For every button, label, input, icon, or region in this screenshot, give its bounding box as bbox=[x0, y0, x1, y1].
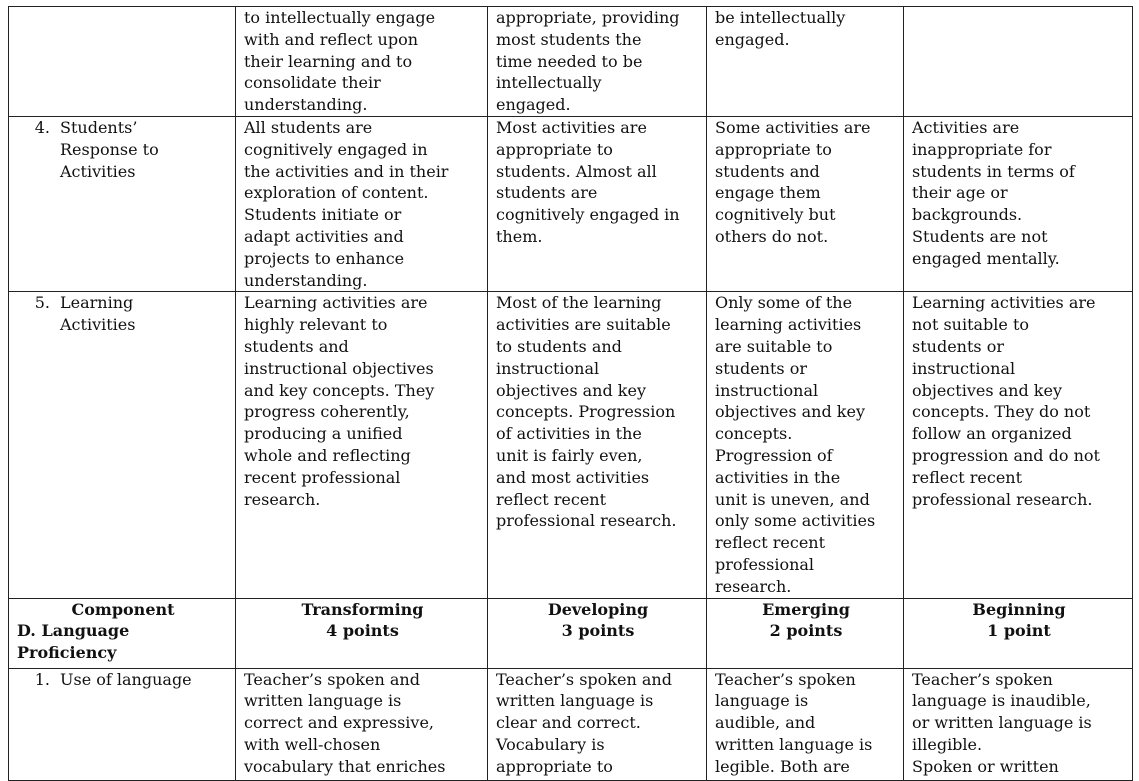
table-row-students-response bbox=[9, 117, 1133, 292]
transforming-cell: to intellectually engage with and reflect upon their learning and to consolidate their understanding. bbox=[236, 7, 488, 117]
criterion-cell-empty bbox=[9, 7, 236, 117]
level-name: Beginning bbox=[972, 599, 1066, 619]
table-row-top-continued bbox=[9, 7, 1133, 117]
level-points: 1 point bbox=[987, 621, 1051, 641]
emerging-cell: be intellectually engaged. bbox=[707, 7, 904, 117]
transforming-cell: Learning activities are highly relevant to students and instructional objectives and key concepts. They progress coherently, producing a unified whole and reflecting recent professional research. bbox=[236, 292, 488, 598]
level-points: 3 points bbox=[561, 621, 635, 641]
beginning-cell bbox=[904, 7, 1133, 117]
table-header-row bbox=[9, 598, 1133, 668]
table-row-learning-activities bbox=[9, 292, 1133, 598]
criterion-label: Use of language bbox=[60, 669, 192, 689]
beginning-cell: Learning activities are not suitable to students or instructional objectives and key concepts. They do not follow an organized progression and do not reflect recent professional research. bbox=[904, 292, 1133, 598]
level-header-emerging bbox=[707, 598, 904, 668]
transforming-cell: Teacher’s spoken and written language is correct and expressive, with well-chosen vocabulary that enriches bbox=[236, 668, 488, 780]
emerging-cell: Only some of the learning activities are suitable to students or instructional objectives and key concepts. Progression of activities in the unit is uneven, and only some activities reflect recent professional research. bbox=[707, 292, 904, 598]
component-header-cell bbox=[9, 598, 236, 668]
level-header-transforming bbox=[236, 598, 488, 668]
criterion-cell bbox=[9, 292, 236, 598]
component-label: Component bbox=[71, 599, 175, 619]
criterion-number: 4. bbox=[34, 118, 50, 137]
criterion-label: Students’ Response to Activities bbox=[60, 118, 159, 181]
table-row-use-of-language bbox=[9, 668, 1133, 780]
level-points: 4 points bbox=[326, 621, 399, 641]
beginning-cell: Teacher’s spoken language is inaudible, or written language is illegible. Spoken or written bbox=[904, 668, 1133, 780]
level-header-developing bbox=[488, 598, 707, 668]
criterion-cell bbox=[9, 668, 236, 780]
criterion-number: 5. bbox=[34, 293, 50, 313]
developing-cell: appropriate, providing most students the time needed to be intellectually engaged. bbox=[488, 7, 707, 117]
developing-cell: Most activities are appropriate to students. Almost all students are cognitively engaged in them. bbox=[488, 117, 707, 292]
section-label: D. Language Proficiency bbox=[17, 621, 130, 663]
developing-cell: Teacher’s spoken and written language is clear and correct. Vocabulary is appropriate to bbox=[488, 668, 707, 780]
criterion-cell bbox=[9, 117, 236, 292]
emerging-cell: Teacher’s spoken language is audible, and written language is legible. Both are bbox=[707, 668, 904, 780]
transforming-cell: All students are cognitively engaged in the activities and in their exploration of content. Students initiate or adapt activities and projects to enhance understanding. bbox=[236, 117, 488, 292]
level-points: 2 points bbox=[769, 621, 843, 641]
level-name: Transforming bbox=[301, 599, 424, 619]
level-name: Emerging bbox=[762, 599, 850, 619]
rubric-table bbox=[8, 6, 1133, 781]
criterion-label: Learning Activities bbox=[60, 293, 136, 335]
beginning-cell: Activities are inappropriate for students in terms of their age or backgrounds. Students are not engaged mentally. bbox=[904, 117, 1133, 292]
level-header-beginning bbox=[904, 598, 1133, 668]
criterion-number: 1. bbox=[34, 669, 50, 689]
developing-cell: Most of the learning activities are suitable to students and instructional objectives and key concepts. Progression of activities in the unit is fairly even, and most activities reflect recent professional research. bbox=[488, 292, 707, 598]
emerging-cell: Some activities are appropriate to students and engage them cognitively but others do not. bbox=[707, 117, 904, 292]
level-name: Developing bbox=[547, 599, 649, 619]
